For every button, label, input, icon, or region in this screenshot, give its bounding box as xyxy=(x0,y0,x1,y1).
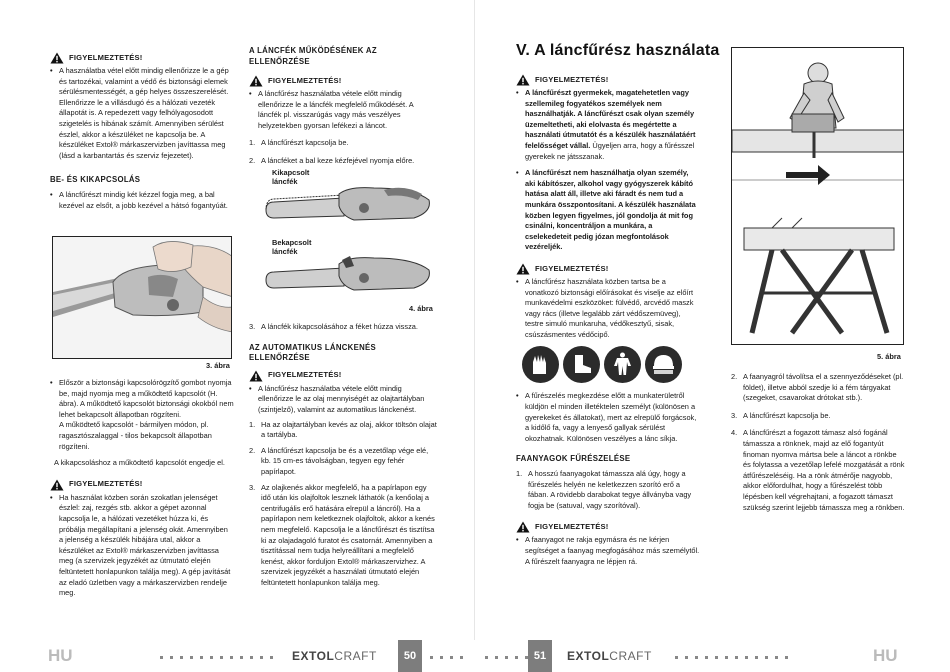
sawhorse-cutting-illustration xyxy=(732,48,904,345)
oil-steps xyxy=(249,420,437,589)
section-heading-onoff: BE- ÉS KIKAPCSOLÁS xyxy=(50,175,141,185)
footer-dots-2 xyxy=(430,656,470,659)
warning-text-2: • Ha használat közben során szokatlan jelenséget észlel: zaj, rezgés stb. akkor a gépet azonnal kapcsolja le, a hálózati vezetéket húzza ki, és próbálja megállapítani a jelenség okát. Amennyiben a jelenség a készülék hibájára utal, akkor a készüléket az Extol® márkaszervizben javíttassa meg (a szervizek jegyzékét az útmutató elején feltüntetett honlapunkon találja meg). A gép javítását az eladó üzletben vagy a márkaszervizben rendelje meg. xyxy=(50,493,234,599)
right-column-p51 xyxy=(731,372,906,518)
warning-heading: FIGYELMEZTETÉS! xyxy=(516,74,700,86)
onoff-list-1 xyxy=(50,190,234,211)
ppe-icons xyxy=(522,346,700,383)
figure-3-image xyxy=(52,236,232,359)
cutting-step: 1. A hosszú faanyagokat támassza alá úgy, hogy a fűrészelés helyén ne keletkezzen szorító erő a fában. A rövidebb darabokat tegye állványba vagy fogja be (satuval, vagy szorítóval). xyxy=(516,469,692,510)
warning-text: • A használatba vétel előtt mindig ellenőrizze le a gép és tartozékai, valamint a védő és biztonsági elemek sérülésmentességét, a gép helyes összeszerelését. Ellenőrizze le a villásdugó és a hálózati vezeték állapotát is. A repedezett vagy felhólyagosodott szigetelés is hibának számít. Amennyiben sérülést észlel, akkor a készüléket ne kapcsolja be. A készüléket Extol® márkaszervizben javíttassa meg (lásd a karbantartás és szerviz fejezetet). xyxy=(50,66,234,161)
cutting-step: 2. A faanyagról távolítsa el a szennyeződéseket (pl. földet), illetve abból szedje ki a fém tárgyakat (szegeket, csavarokat drótokat stb.). xyxy=(731,372,904,403)
oil-warning-list xyxy=(249,384,437,416)
brake-step: 2. A láncféket a bal keze kézfejével nyomja előre. xyxy=(249,156,415,166)
language-code: HU xyxy=(48,646,73,665)
figure-5-image xyxy=(731,47,904,345)
brand-logo: EXTOLCRAFT xyxy=(292,649,377,663)
warning-heading-2: FIGYELMEZTETÉS! xyxy=(50,479,234,491)
page-number: 51 xyxy=(528,640,552,672)
gloves-icon xyxy=(522,346,559,383)
chainsaw-hands-illustration xyxy=(53,237,232,359)
footer-dots-2 xyxy=(675,656,795,659)
brake-warning-text: • A láncfűrész használatba vétele előtt mindig ellenőrizze le a láncfék megfelelő működését. A láncfék pl. visszarúgás vagy más veszélyes helyzetekben gyorsan lefékezi a láncot. xyxy=(249,89,437,131)
warning-triangle-icon xyxy=(516,521,530,533)
right-column-p50-lower xyxy=(249,322,437,593)
section-heading-cutting: FAANYAGOK FŰRÉSZELÉSE xyxy=(516,454,631,464)
off-text: A kikapcsoláshoz a működtető kapcsolót engedje el. xyxy=(54,458,225,468)
warning-heading-3: FIGYELMEZTETÉS! xyxy=(516,521,700,533)
figure-3-caption: 3. ábra xyxy=(206,361,230,370)
bystanders-list xyxy=(516,391,700,444)
warning-text-3: • A faanyagot ne rakja egymásra és ne kérjen segítséget a faanyag megfogásához más személytől. A fűrészelt faanyagra ne lépjen rá. xyxy=(516,535,700,567)
brake-step: 1. A láncfűrészt kapcsolja be. xyxy=(249,137,349,147)
warning-heading: FIGYELMEZTETÉS! xyxy=(50,52,234,64)
figure-4-image xyxy=(264,166,434,301)
label-brake-off: Kikapcsolt láncfék xyxy=(272,168,310,186)
left-column-p50-lower xyxy=(50,378,234,602)
oil-step: 2. A láncfűrészt kapcsolja be és a vezetőlap vége elé, kb. 15 cm-es távolságban, tegyen egy fehér papírlapot. xyxy=(249,445,429,476)
section-heading-brake: A LÁNCFÉK MŰKÖDÉSÉNEK AZ ELLENŐRZÉSE xyxy=(249,46,377,66)
warning-list xyxy=(516,88,700,253)
footer-p50 xyxy=(0,640,475,672)
cutting-steps-2 xyxy=(731,372,906,513)
oil-warning-text: • A láncfűrész használatba vétele előtt mindig ellenőrizze le az olaj mennyiségét az olajtartályban (szintjelző), valamint az automatikus lánckenést. xyxy=(249,384,437,416)
brake-warning-list xyxy=(249,89,437,131)
boots-icon xyxy=(563,346,600,383)
warning-triangle-icon xyxy=(249,75,263,87)
warning-list xyxy=(50,66,234,161)
figure-4-caption: 4. ábra xyxy=(409,304,433,313)
section-heading-oil: AZ AUTOMATIKUS LÁNCKENÉS ELLENŐRZÉSE xyxy=(249,342,377,363)
cutting-steps xyxy=(516,469,700,511)
brake-step: 3. A láncfék kikapcsolásához a féket húzza vissza. xyxy=(249,322,418,331)
warning-bullet-2: • A láncfűrészt nem használhatja olyan személy, aki kábítószer, alkohol vagy gyógyszerek kábító hatása alatt áll, illetve aki fáradt és nem tud a munkára összpontosítani. A készülék használata közben legyen figyelmes, jól gondolja át mit fog csinálni, koncentráljon a munkára, a cselekedeteit pedig józan megfontolások vezéreljék. xyxy=(516,168,700,253)
chainsaw-brake-off-illustration xyxy=(264,186,434,231)
cutting-step: 4. A láncfűrészt a fogazott támasz alsó fogánál támassza a rönknek, majd az elő fogantyút finoman nyomva mártsa bele a láncot a rönkbe és folytassa a vezetőlap lefelé mozgatását a rönk átfűrészeléséig. Ha a rönk átmérője nagyobb, akkor előfordulhat, hogy a fűrészelést több lépésben kell végrehajtani, a fogazott támaszt szükség szerint lejjebb támassza meg a rönkben. xyxy=(731,428,905,512)
brake-step-3-list xyxy=(249,322,437,333)
helmet-icon xyxy=(645,346,682,383)
onoff-list-2 xyxy=(50,378,234,452)
warning-heading-2: FIGYELMEZTETÉS! xyxy=(516,263,700,275)
bystanders-text: • A fűrészelés megkezdése előtt a munkaterületről küldjön el minden illetéktelen személyt (különösen a gyerekeket és állatokat), mert az elrepülő forgácsok, a kidőlő fa, vagy a lenyeső gallyak sérülést okozhatnak. Különösen veszélyes a lánc síkja. xyxy=(516,391,700,444)
language-code: HU xyxy=(873,646,898,665)
chainsaw-brake-on-illustration xyxy=(264,256,434,301)
warning-triangle-icon xyxy=(249,370,263,382)
warning-bullet-1: • A láncfűrészt gyermekek, magatehetetlen vagy szellemileg fogyatékos személyek nem használhatják. A láncfűrészt csak olyan személy üzemeltetheti, aki elolvasta és megértette a használati útmutatót és a készülék használatáért felelősséget vállal. Ügyeljen arra, hogy a fűrésszel gyerekek ne játsszanak. xyxy=(516,88,700,162)
onoff-bullet-1: • A láncfűrészt mindig két kézzel fogja meg, a bal kezével az elsőt, a jobb kezével a hátsó fogantyúát. xyxy=(50,190,234,211)
page-title: V. A láncfűrész használata xyxy=(516,42,720,59)
warning-triangle-icon xyxy=(50,479,64,491)
warning-list-2 xyxy=(516,277,700,341)
left-column-p51 xyxy=(516,74,700,570)
warning-triangle-icon xyxy=(516,74,530,86)
label-brake-on: Bekapcsolt láncfék xyxy=(272,238,312,256)
warning-triangle-icon xyxy=(516,263,530,275)
oil-step: 1. Ha az olajtartályban kevés az olaj, akkor töltsön olajat a tartályba. xyxy=(249,419,437,440)
warning-list-3 xyxy=(516,535,700,567)
cutting-step: 3. A láncfűrészt kapcsolja be. xyxy=(731,410,831,420)
warning-text-2: • A láncfűrész használata közben tartsa be a vonatkozó biztonsági előírásokat és viselje az előírt munkavédelmi eszközöket: fülvédő, arcvédő maszk vagy rács (illetve legalább zárt védőszemüveg), testre simuló munkaruha, védőkesztyű, sisak, csúszásmentes védőcipő. xyxy=(516,277,700,341)
overall-icon xyxy=(604,346,641,383)
warning-heading-brake: FIGYELMEZTETÉS! xyxy=(249,75,437,87)
warning-list-2 xyxy=(50,493,234,599)
footer-p51 xyxy=(475,640,950,672)
page-number: 50 xyxy=(398,640,422,672)
right-column-p50 xyxy=(249,46,437,172)
brake-steps xyxy=(249,138,437,167)
figure-5-caption: 5. ábra xyxy=(877,352,901,361)
warning-triangle-icon xyxy=(50,52,64,64)
brand-logo: EXTOLCRAFT xyxy=(567,649,652,663)
footer-dots xyxy=(160,656,280,659)
oil-step: 3. Az olajkenés akkor megfelelő, ha a papírlapon egy idő után kis olajfoltok lesznek láthatók (a kenőolaj a centrifugális erő hatására elrepül a láncról). Ha a papírlapon nem keletkeznek olajfoltok, akkor a kenés nem megfelelő. Kapcsolja le a láncfűrészt és tisztítsa ki az olajadagoló furatot és csatornát. Amennyiben a tisztítással nem tudja helyreállítani a megfelelő kenést, akkor forduljon Extol® márkaszervizhez. A szervizek jegyzékét a használati útmutató elején feltüntetett honlapunkon találja meg. xyxy=(249,482,435,587)
onoff-bullet-2: • Először a biztonsági kapcsolórögzítő gombot nyomja be, majd nyomja meg a működtető kapcsolót (H. ábra). A működtető kapcsolót biztonsági okokból nem lehet bekapcsolt állapotban rögzíteni. A működtető kapcsolót - bármilyen módon, pl. ragasztószalaggal - tilos bekapcsolt állapotban rögzíteni. xyxy=(50,378,234,452)
warning-heading-oil: FIGYELMEZTETÉS! xyxy=(249,370,437,382)
left-column-p50 xyxy=(50,52,234,214)
